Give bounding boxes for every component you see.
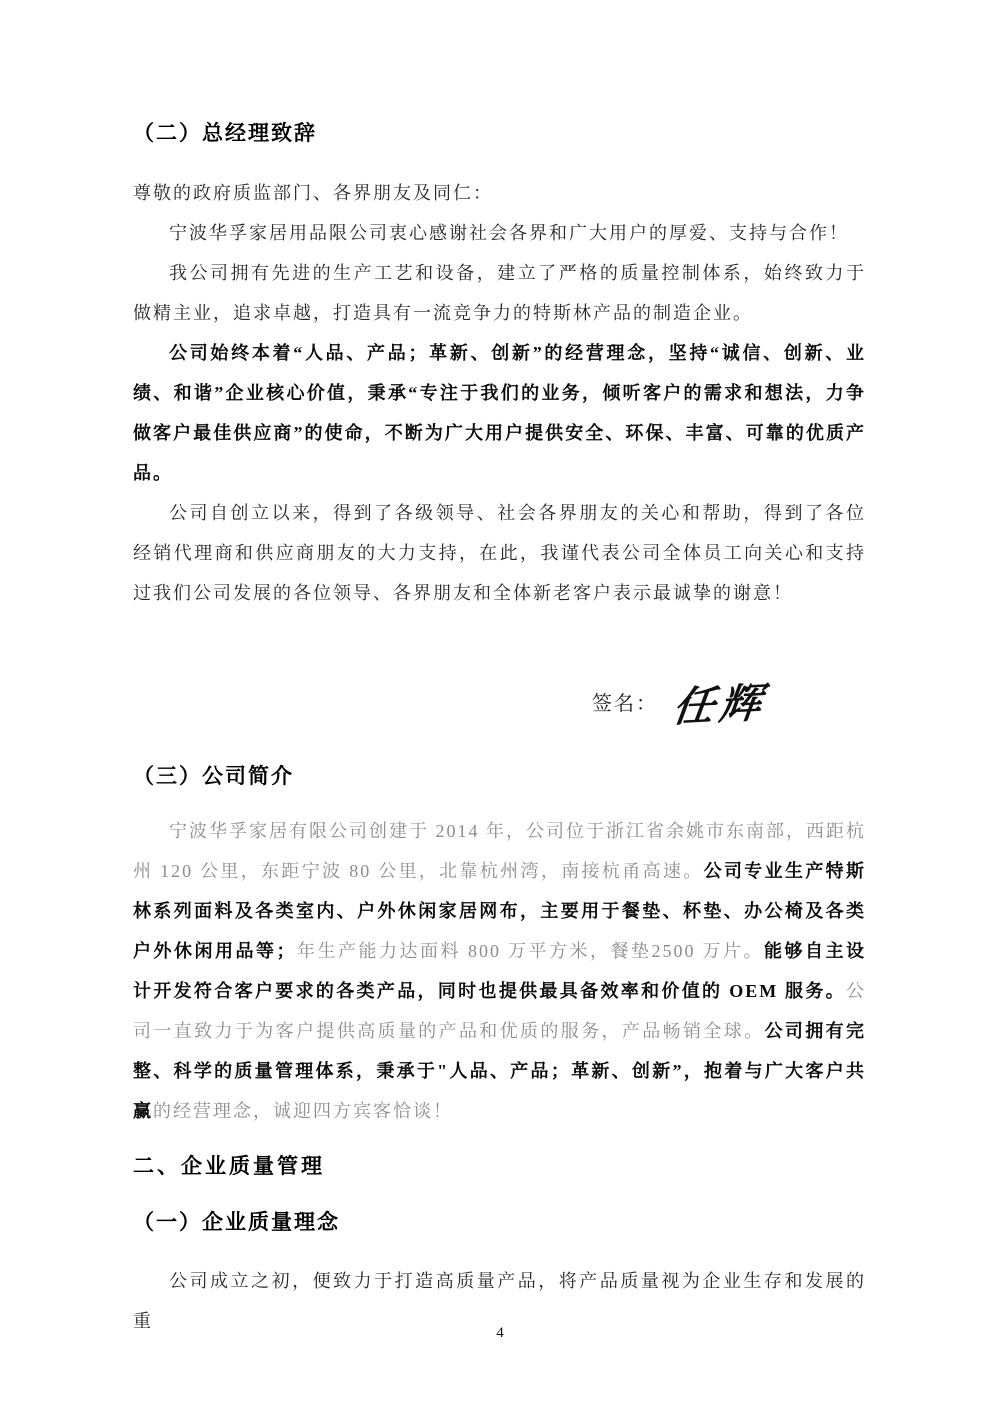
section-heading-quality-philosophy: （一）企业质量理念 bbox=[133, 1210, 340, 1234]
paragraph-company-intro bbox=[133, 811, 866, 1131]
intro-segment: 能够自主设计开发符合客户要求的各类产品，同时也提供最具备效率和价值的 OEM 服务。 bbox=[133, 941, 866, 1001]
section-heading-quality-management: 二、企业质量管理 bbox=[133, 1154, 325, 1178]
paragraph-philosophy: 公司始终本着“人品、产品；革新、创新”的经营理念，坚持“诚信、创新、业绩、和谐”企业核心价值，秉承“专注于我们的业务，倾听客户的需求和想法，力争做客户最佳供应商”的使命，不断为广大用户提供安全、环保、丰富、可靠的优质产品。 bbox=[133, 343, 866, 483]
paragraph-capability: 我公司拥有先进的生产工艺和设备，建立了严格的质量控制体系，始终致力于做精主业，追求卓越，打造具有一流竞争力的特斯林产品的制造企业。 bbox=[133, 263, 866, 323]
intro-segment: 年生产能力达面料 800 万平方米，餐垫2500 万片。 bbox=[296, 941, 764, 961]
signature-block bbox=[133, 673, 866, 729]
paragraph-thanks: 宁波华孚家居用品限公司衷心感谢社会各界和广大用户的厚爱、支持与合作！ bbox=[169, 223, 849, 243]
intro-segment: 公司拥有完整、科学的质量管理体系，秉承于"人品、产品；革新、创新”，抱着与广大客户共赢 bbox=[133, 1021, 867, 1121]
paragraph-salutation: 尊敬的政府质监部门、各界朋友及同仁： bbox=[133, 183, 493, 203]
section-heading-gm-speech: （二）总经理致辞 bbox=[133, 121, 317, 145]
signature-name: 任辉 bbox=[670, 679, 769, 730]
page-number: 4 bbox=[496, 1325, 504, 1341]
intro-segment: 公司一直致力于为客户提供高质量的产品和优质的服务，产品畅销全球。 bbox=[133, 981, 866, 1041]
intro-segment: 的经营理念，诚迎四方宾客恰谈！ bbox=[153, 1101, 453, 1121]
paragraph-gratitude: 公司自创立以来，得到了各级领导、社会各界朋友的关心和帮助，得到了各位经销代理商和供应商朋友的大力支持，在此，我谨代表公司全体员工向关心和支持过我们公司发展的各位领导、各界朋友和全体新老客户表示最诚挚的谢意！ bbox=[133, 503, 866, 603]
paragraph-quality-start: 公司成立之初，便致力于打造高质量产品，将产品质量视为企业生存和发展的重 bbox=[133, 1271, 866, 1331]
signature-label: 签名： bbox=[592, 692, 658, 715]
section-heading-company-intro: （三）公司简介 bbox=[133, 764, 294, 788]
intro-segment: 公司专业生产特斯林系列面料及各类室内、户外休闲家居网布，主要用于餐垫、杯垫、办公椅及各类户外休闲用品等； bbox=[133, 861, 867, 961]
intro-segment: 宁波华孚家居有限公司创建于 2014 年，公司位于浙江省余姚市东南部，西距杭州 120 公里，东距宁波 80 公里，北靠杭州湾，南接杭甬高速。 bbox=[133, 821, 866, 881]
